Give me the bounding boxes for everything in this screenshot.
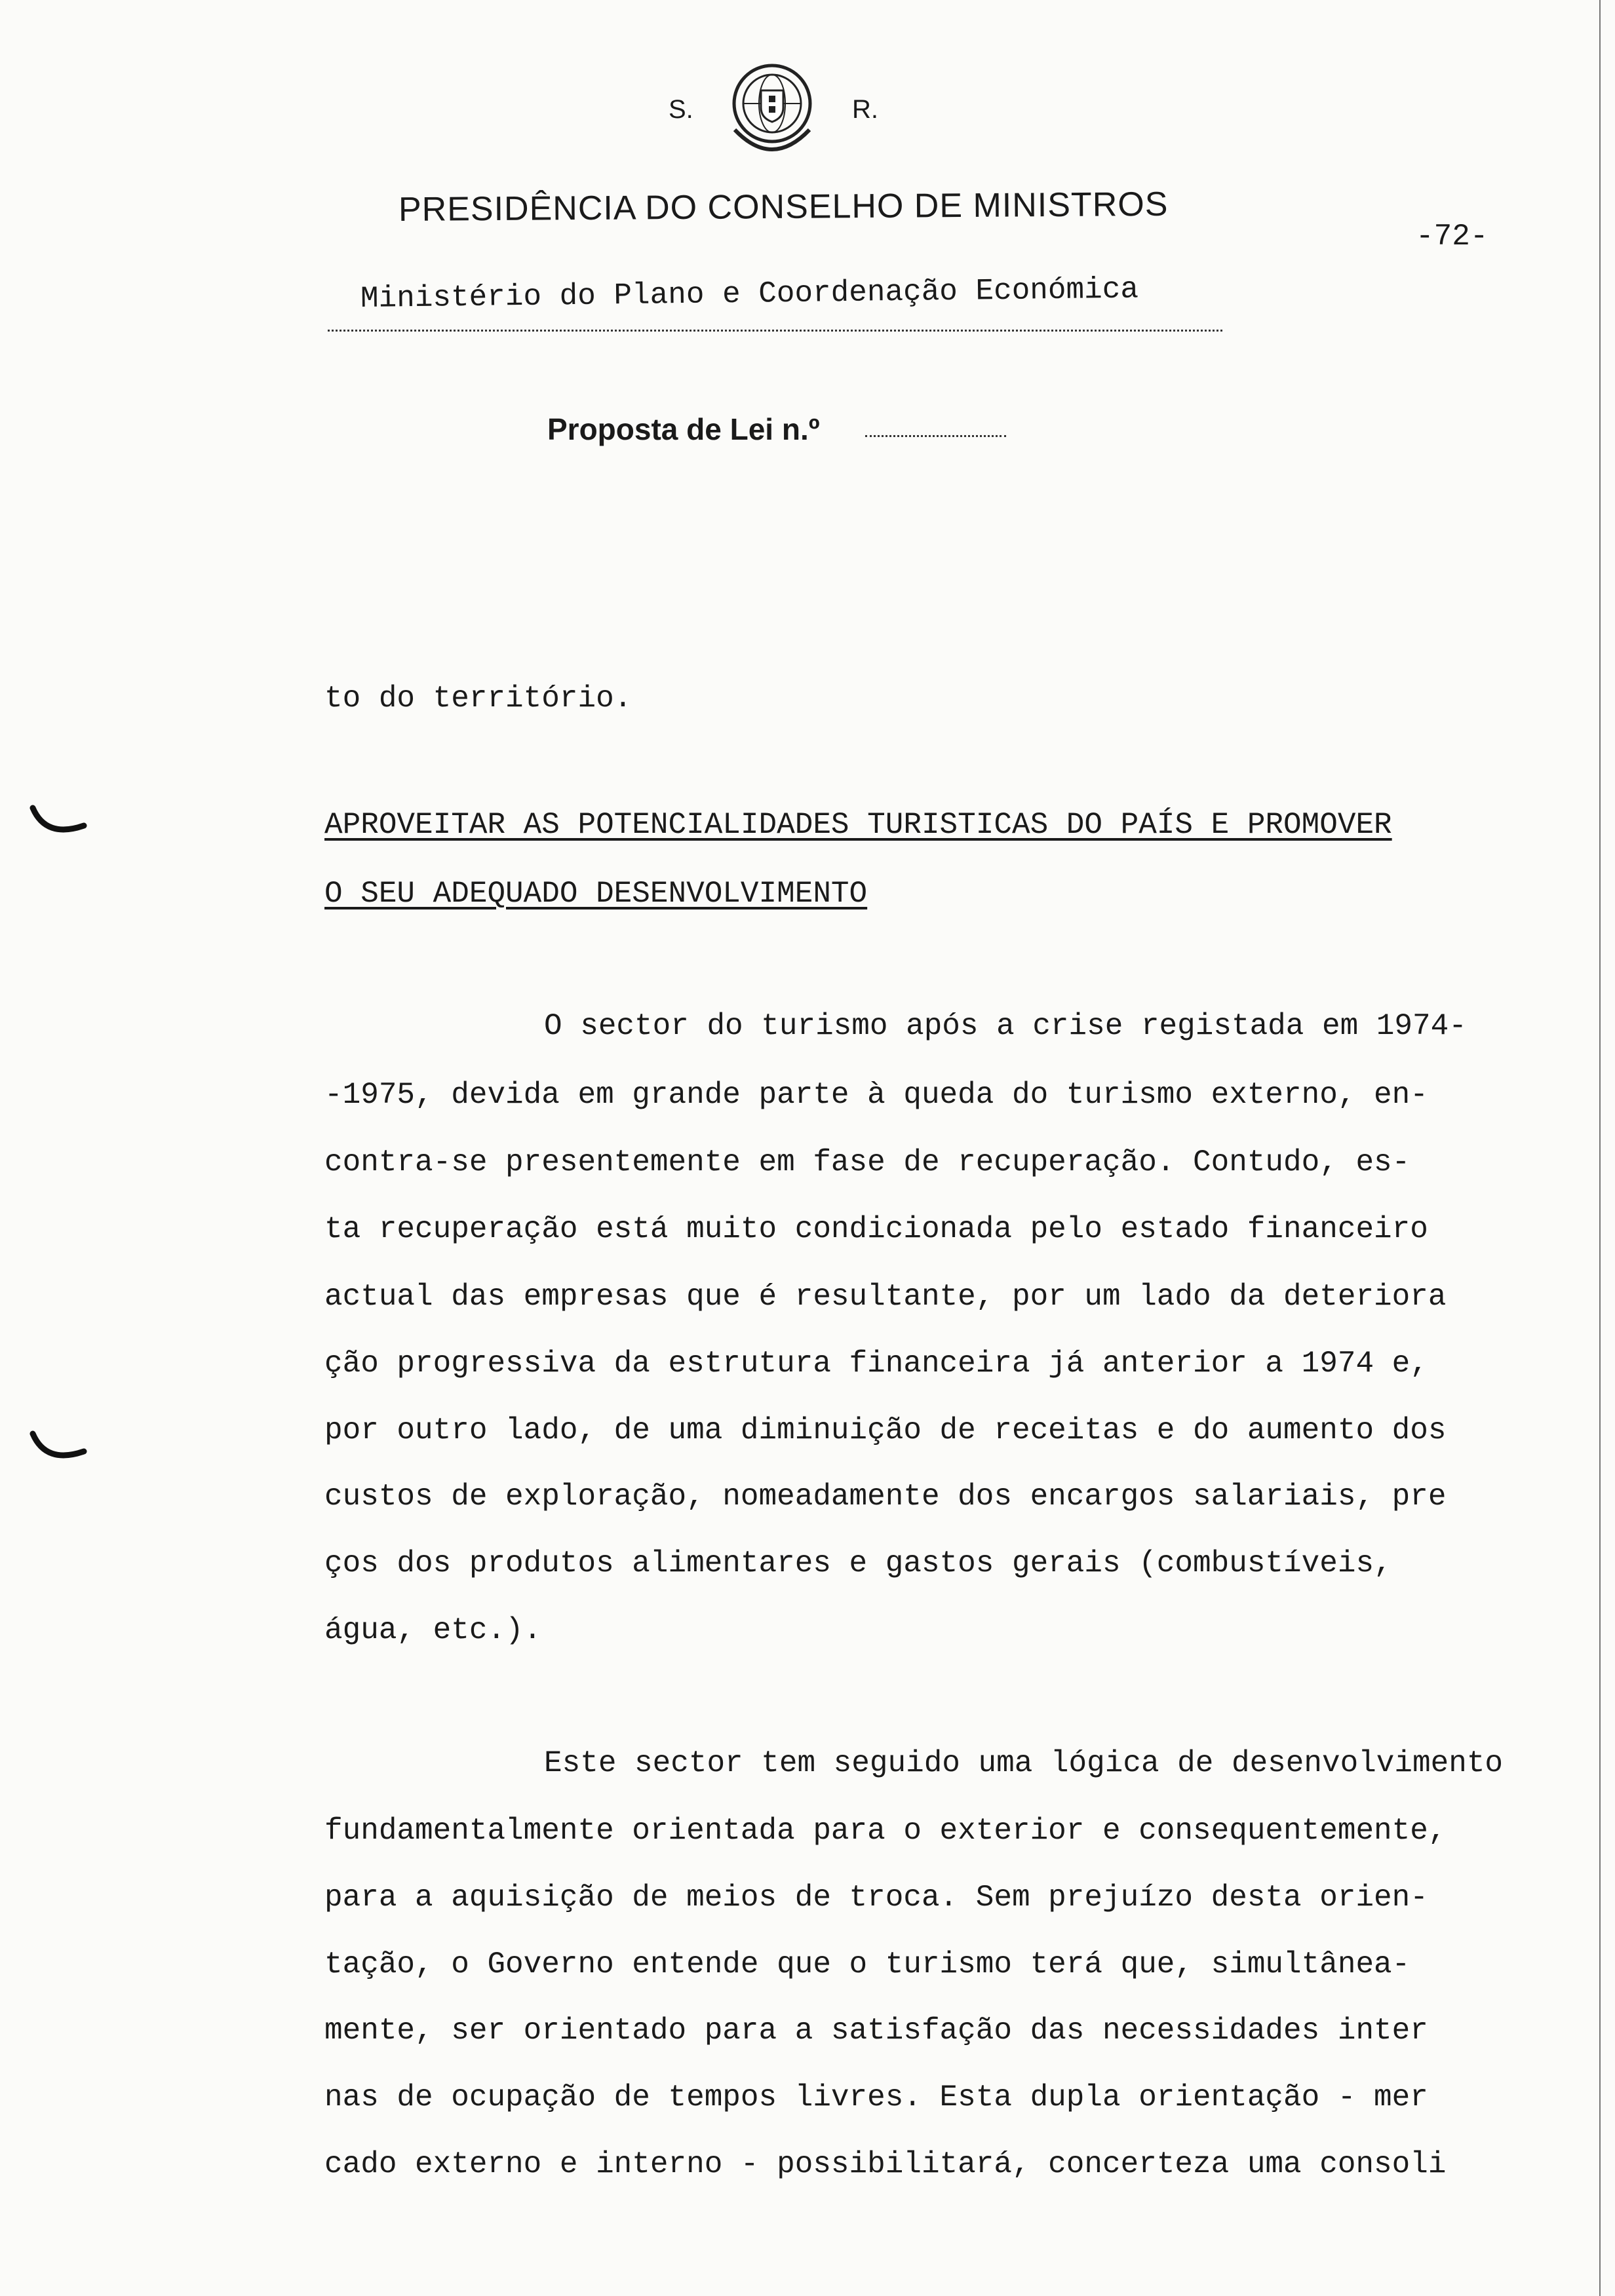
paragraph-1-line: custos de exploração, nomeadamente dos encargos salariais, pre: [324, 1480, 1447, 1514]
paragraph-2-line: para a aquisição de meios de troca. Sem prejuízo desta orien-: [324, 1881, 1428, 1915]
paragraph-2-line: tação, o Governo entende que o turismo terá que, simultânea-: [324, 1947, 1411, 1981]
paragraph-1-line: ços dos produtos alimentares e gastos gerais (combustíveis,: [324, 1546, 1392, 1580]
paragraph-1-line: O sector do turismo após a crise registada em 1974-: [544, 1009, 1467, 1043]
section-heading-line-1: APROVEITAR AS POTENCIALIDADES TURISTICAS DO PAÍS E PROMOVER: [324, 808, 1392, 842]
r-label: R.: [852, 95, 878, 124]
proposal-label: Proposta de Lei n.º: [547, 412, 820, 446]
s-label: S.: [669, 95, 693, 124]
section-heading-line-2: O SEU ADEQUADO DESENVOLVIMENTO: [324, 877, 868, 911]
binder-hole-mark: [26, 803, 92, 849]
paragraph-2-line: mente, ser orientado para a satisfação das necessidades inter: [324, 2014, 1428, 2048]
office-title: PRESIDÊNCIA DO CONSELHO DE MINISTROS: [398, 185, 1169, 229]
page-edge-shadow: [1599, 0, 1601, 2296]
paragraph-1-line: ção progressiva da estrutura financeira já anterior a 1974 e,: [324, 1347, 1428, 1381]
paragraph-1-line: contra-se presentemente em fase de recuperação. Contudo, es-: [324, 1145, 1411, 1179]
paragraph-1-line: -1975, devida em grande parte à queda do turismo externo, en-: [324, 1078, 1428, 1112]
continuation-line: to do território.: [324, 681, 632, 716]
page-number: -72-: [1416, 220, 1489, 254]
paragraph-1-line: ta recuperação está muito condicionada pelo estado financeiro: [324, 1212, 1428, 1246]
binder-hole-mark: [26, 1428, 92, 1474]
proposal-number-blank: [865, 435, 1006, 437]
paragraph-1-line: água, etc.).: [324, 1613, 542, 1647]
paragraph-1-line: por outro lado, de uma diminuição de receitas e do aumento dos: [324, 1413, 1447, 1447]
paragraph-2-line: cado externo e interno - possibilitará, concerteza uma consoli: [324, 2147, 1447, 2181]
paragraph-2-line: Este sector tem seguido uma lógica de desenvolvimento: [544, 1746, 1504, 1780]
paragraph-2-line: nas de ocupação de tempos livres. Esta dupla orientação - mer: [324, 2080, 1428, 2114]
paragraph-1-line: actual das empresas que é resultante, por um lado da deteriora: [324, 1280, 1447, 1314]
ministry-title: Ministério do Plano e Coordenação Económica: [360, 272, 1139, 316]
coat-of-arms-seal: [723, 58, 821, 163]
ministry-dotted-rule: [328, 330, 1222, 332]
paragraph-2-line: fundamentalmente orientada para o exterior e consequentemente,: [324, 1814, 1447, 1848]
